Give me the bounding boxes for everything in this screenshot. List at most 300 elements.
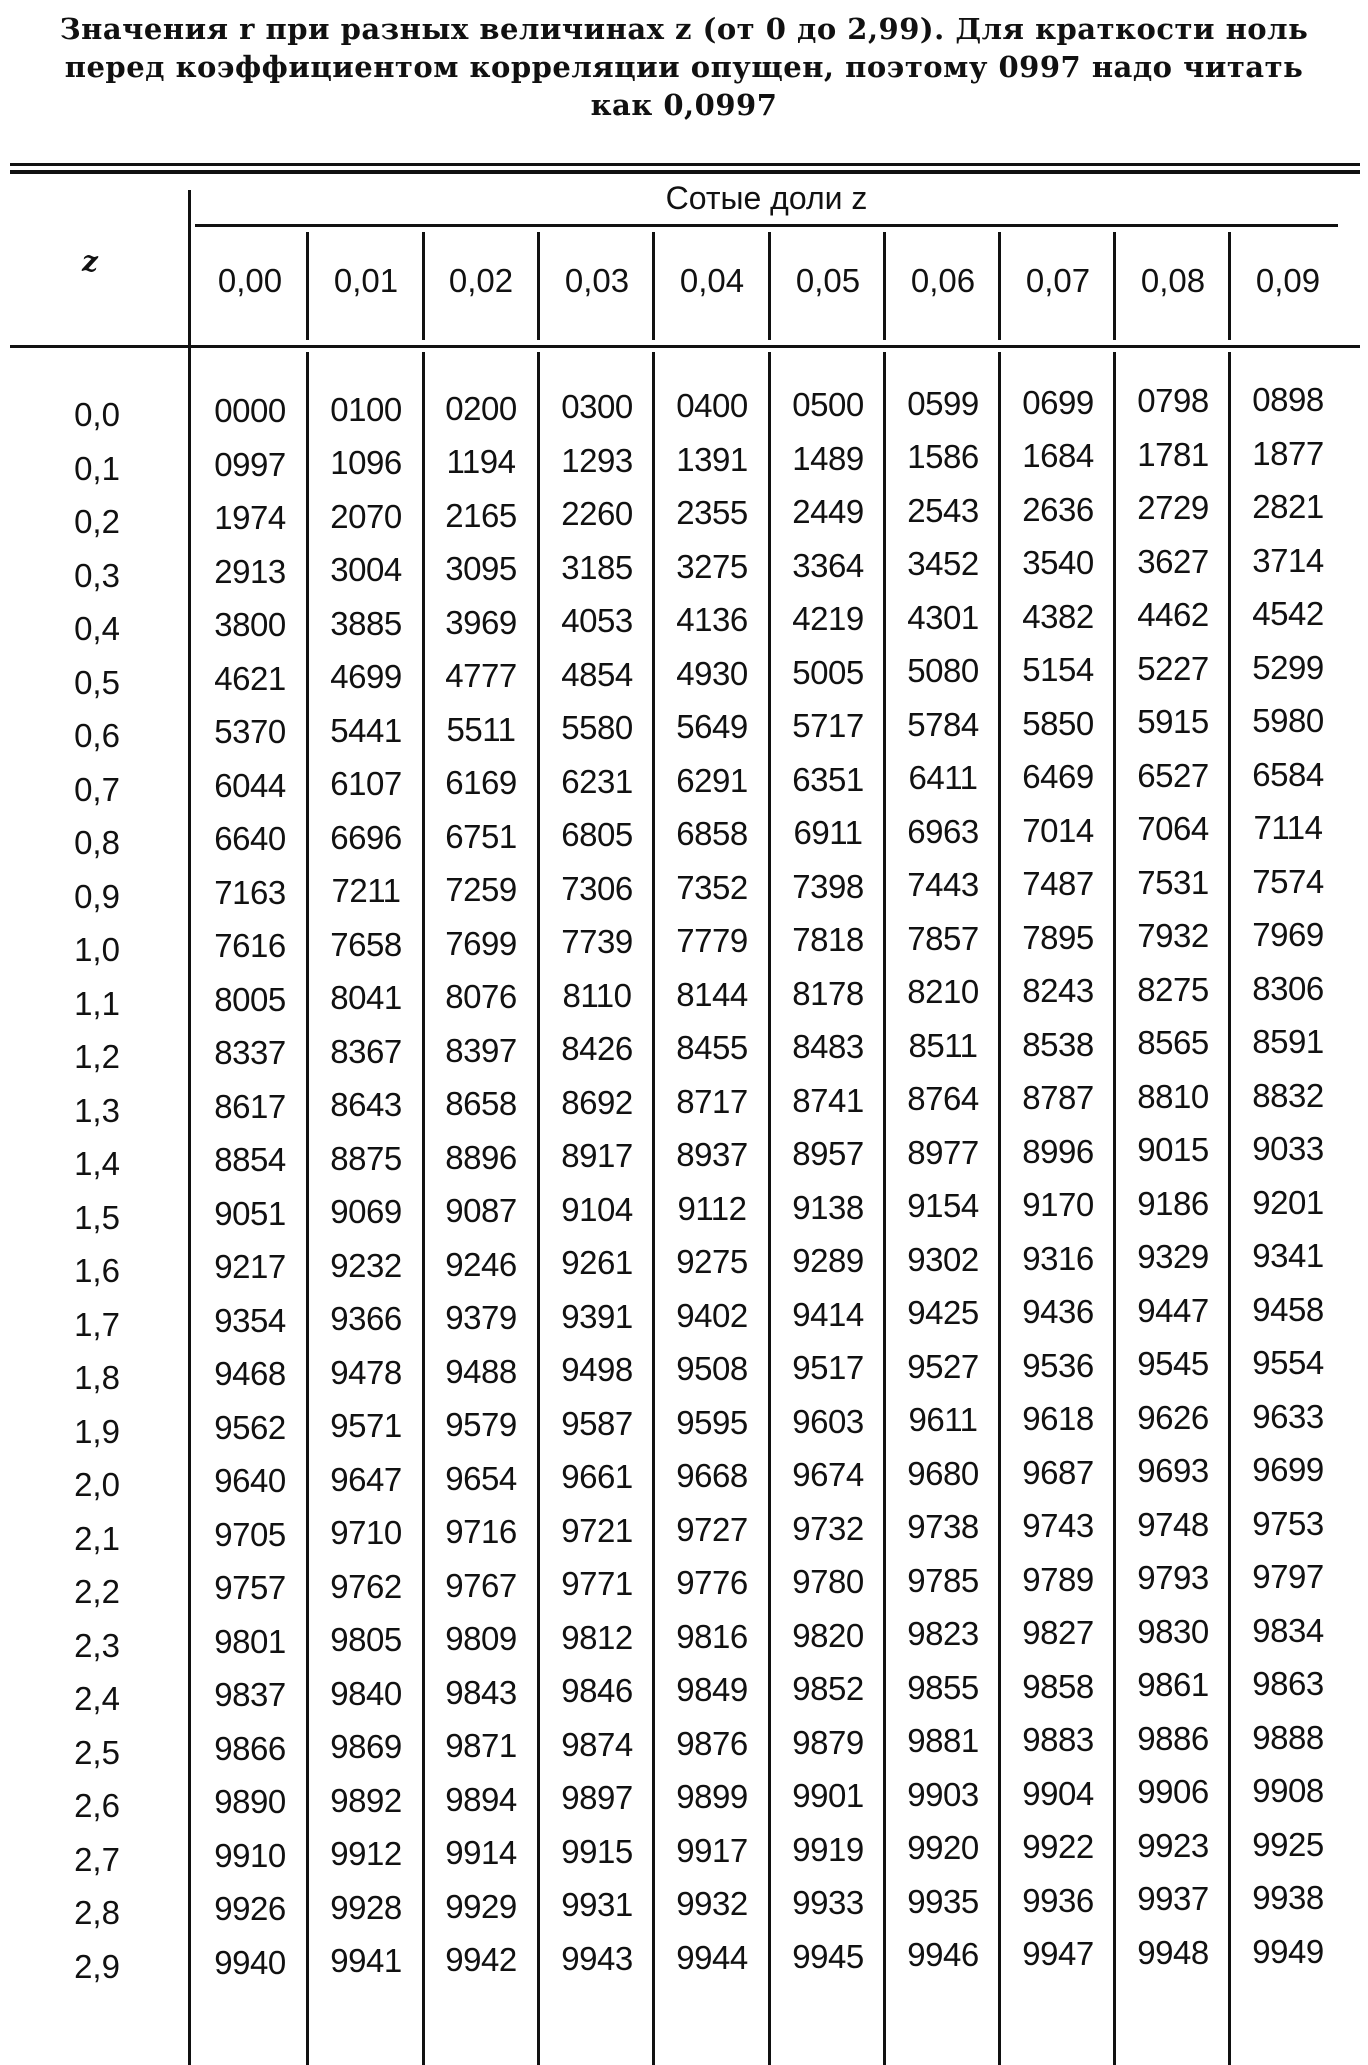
- table-cell: 9941: [330, 1942, 402, 1980]
- table-cell: 8875: [330, 1139, 402, 1177]
- table-cell: 9710: [330, 1514, 402, 1552]
- table-cell: 9933: [792, 1884, 864, 1921]
- table-cell: 7306: [561, 869, 633, 907]
- table-cell: 5441: [330, 711, 402, 749]
- table-cell: 9517: [792, 1349, 864, 1386]
- table-cell: 8658: [445, 1085, 517, 1123]
- table-cell: 1877: [1252, 434, 1324, 472]
- table-cell: 0300: [561, 388, 633, 426]
- table-cell: 4854: [561, 655, 633, 693]
- table-cell: 9316: [1022, 1239, 1094, 1277]
- table-cell: 6805: [561, 816, 633, 854]
- table-cell: 9866: [214, 1729, 286, 1767]
- table-cell: 8511: [908, 1026, 978, 1064]
- table-cell: 9595: [676, 1403, 748, 1441]
- table-cell: 9936: [1022, 1881, 1094, 1919]
- table-cell: 7932: [1137, 917, 1209, 955]
- table-cell: 7857: [907, 919, 979, 957]
- table-cell: 9436: [1022, 1293, 1094, 1331]
- row-z-value: 2,0: [74, 1466, 120, 1503]
- table-cell: 9232: [330, 1246, 402, 1284]
- table-cell: 0000: [214, 392, 286, 429]
- table-cell: 5154: [1022, 651, 1094, 689]
- table-cell: 4462: [1137, 596, 1209, 634]
- column-divider-body: [652, 352, 655, 2065]
- table-cell: 9554: [1252, 1344, 1324, 1382]
- table-cell: 8367: [330, 1032, 402, 1070]
- table-cell: 6584: [1252, 755, 1324, 793]
- table-cell: 7211: [331, 872, 401, 910]
- table-cell: 9138: [792, 1188, 864, 1226]
- column-divider-body: [422, 352, 425, 2065]
- table-cell: 9536: [1022, 1346, 1094, 1384]
- table-cell: 3004: [330, 551, 402, 589]
- table-cell: 9154: [907, 1187, 979, 1225]
- table-cell: 7895: [1022, 918, 1094, 956]
- stub-divider: [188, 190, 191, 2065]
- table-cell: 9874: [561, 1725, 633, 1763]
- column-divider-body: [306, 352, 309, 2065]
- table-cell: 9721: [561, 1511, 633, 1549]
- row-z-value: 2,6: [74, 1787, 120, 1824]
- table-cell: 6963: [907, 812, 979, 850]
- table-cell: 9801: [214, 1622, 286, 1660]
- row-z-value: 0,0: [74, 396, 120, 433]
- table-cell: 8832: [1252, 1076, 1324, 1114]
- table-cell: 9879: [792, 1723, 864, 1761]
- table-cell: 9816: [676, 1617, 748, 1655]
- table-cell: 9771: [561, 1565, 633, 1603]
- table-cell: 5511: [446, 710, 516, 748]
- row-z-value: 0,7: [74, 770, 120, 808]
- table-cell: 8787: [1022, 1079, 1094, 1117]
- table-cell: 9693: [1137, 1452, 1209, 1490]
- table-cell: 9805: [330, 1621, 402, 1659]
- table-cell: 9261: [561, 1244, 633, 1282]
- table-cell: 9015: [1137, 1131, 1209, 1169]
- column-divider-header: [768, 232, 771, 340]
- table-cell: 6751: [445, 817, 517, 855]
- table-cell: 9944: [676, 1938, 748, 1976]
- row-z-value: 1,9: [74, 1412, 120, 1450]
- table-cell: 2913: [214, 552, 286, 590]
- table-cell: 9942: [445, 1941, 517, 1979]
- table-cell: 9647: [330, 1460, 402, 1498]
- table-cell: 9940: [214, 1943, 286, 1981]
- table-cell: 9920: [907, 1829, 979, 1867]
- table-cell: 9776: [676, 1564, 748, 1602]
- table-cell: 9611: [908, 1401, 978, 1439]
- row-z-value: 0,2: [74, 503, 120, 540]
- caption-line-2: перед коэффициентом корреляции опущен, поэтому 0997 надо читать: [64, 50, 1304, 84]
- table-cell: 9923: [1137, 1826, 1209, 1864]
- table-cell: 9087: [445, 1192, 517, 1230]
- table-cell: 7443: [907, 866, 979, 904]
- z-column-header: z: [82, 245, 98, 278]
- table-cell: 2355: [676, 494, 748, 532]
- table-cell: 9897: [561, 1779, 633, 1817]
- column-divider-body: [883, 352, 886, 2065]
- row-z-value: 2,8: [74, 1894, 120, 1931]
- table-cell: 9699: [1252, 1451, 1324, 1489]
- column-header: 0,07: [1025, 262, 1091, 299]
- table-cell: 2165: [445, 496, 517, 534]
- row-z-value: 2,2: [74, 1573, 120, 1610]
- table-cell: 6231: [561, 762, 633, 800]
- column-header: 0,05: [795, 262, 861, 299]
- table-cell: 9886: [1137, 1719, 1209, 1757]
- table-cell: 3095: [445, 550, 517, 588]
- table-cell: 8917: [561, 1137, 633, 1175]
- table-cell: 9894: [445, 1780, 517, 1818]
- table-cell: 9545: [1137, 1345, 1209, 1383]
- table-cell: 8810: [1137, 1077, 1209, 1115]
- column-divider-body: [1228, 352, 1231, 2065]
- table-cell: 6291: [676, 761, 748, 799]
- table-cell: 9843: [445, 1673, 517, 1711]
- table-cell: 9104: [561, 1190, 633, 1228]
- table-cell: 9458: [1252, 1290, 1324, 1328]
- table-cell: 5080: [907, 652, 979, 690]
- table-cell: 4382: [1022, 597, 1094, 635]
- table-cell: 9932: [676, 1885, 748, 1923]
- table-cell: 6640: [214, 820, 286, 857]
- table-cell: 0200: [445, 389, 517, 427]
- table-cell: 9935: [907, 1882, 979, 1920]
- table-cell: 9849: [676, 1671, 748, 1709]
- table-cell: 8854: [214, 1141, 286, 1178]
- table-cell: 9820: [792, 1616, 864, 1654]
- table-cell: 9883: [1022, 1721, 1094, 1759]
- table-cell: 8538: [1022, 1025, 1094, 1063]
- table-cell: 6044: [214, 766, 286, 804]
- table-cell: 9618: [1022, 1400, 1094, 1438]
- table-cell: 7616: [214, 927, 286, 964]
- table-cell: 9943: [561, 1939, 633, 1977]
- table-cell: 9727: [676, 1510, 748, 1548]
- table-cell: 8076: [445, 978, 517, 1016]
- table-cell: 8455: [676, 1029, 748, 1067]
- table-cell: 9906: [1137, 1773, 1209, 1811]
- table-cell: 9946: [907, 1936, 979, 1974]
- column-header: 0,06: [910, 262, 976, 299]
- table-cell: 9762: [330, 1567, 402, 1605]
- table-cell: 1974: [214, 499, 286, 536]
- table-cell: 9674: [792, 1456, 864, 1493]
- table-cell: 8937: [676, 1136, 748, 1174]
- table-cell: 5980: [1252, 702, 1324, 740]
- table-cell: 9823: [907, 1615, 979, 1653]
- table-cell: 9391: [561, 1297, 633, 1335]
- row-z-value: 0,9: [74, 877, 120, 915]
- table-cell: 8426: [561, 1030, 633, 1068]
- column-divider-header: [306, 232, 309, 340]
- table-cell: 4777: [445, 657, 517, 695]
- table-cell: 9840: [330, 1674, 402, 1712]
- table-cell: 9871: [445, 1727, 517, 1765]
- table-cell: 9354: [214, 1301, 286, 1339]
- table-cell: 6169: [445, 764, 517, 802]
- table-cell: 9904: [1022, 1774, 1094, 1812]
- column-header: 0,09: [1255, 262, 1321, 299]
- row-z-value: 1,4: [74, 1145, 120, 1182]
- column-divider-body: [998, 352, 1001, 2065]
- table-cell: 9797: [1252, 1558, 1324, 1596]
- table-cell: 4699: [330, 658, 402, 696]
- table-cell: 1684: [1022, 437, 1094, 475]
- table-cell: 9910: [214, 1836, 286, 1874]
- row-z-value: 1,1: [74, 984, 120, 1022]
- table-cell: 8957: [792, 1135, 864, 1172]
- table-cell: 8144: [676, 975, 748, 1013]
- table-cell: 6696: [330, 818, 402, 856]
- table-cell: 9246: [445, 1245, 517, 1283]
- table-cell: 7969: [1252, 916, 1324, 954]
- table-cell: 9302: [907, 1240, 979, 1278]
- table-cell: 9705: [214, 1515, 286, 1553]
- column-divider-header: [1228, 232, 1231, 340]
- table-cell: 2449: [792, 493, 864, 530]
- table-cell: 8977: [907, 1133, 979, 1171]
- table-cell: 8483: [792, 1028, 864, 1065]
- table-cell: 9861: [1137, 1666, 1209, 1704]
- table-cell: 7114: [1253, 809, 1323, 847]
- table-cell: 3800: [214, 606, 286, 643]
- row-z-value: 2,3: [74, 1626, 120, 1664]
- table-cell: 9571: [330, 1407, 402, 1445]
- table-cell: 9922: [1022, 1828, 1094, 1866]
- table-cell: 5717: [792, 707, 864, 744]
- table-cell: 1586: [907, 438, 979, 476]
- table-cell: 9830: [1137, 1612, 1209, 1650]
- table-cell: 9488: [445, 1352, 517, 1390]
- table-cell: 7531: [1137, 863, 1209, 901]
- row-z-value: 0,4: [74, 610, 120, 647]
- table-cell: 9201: [1252, 1183, 1324, 1221]
- table-cell: 8275: [1137, 970, 1209, 1008]
- table-cell: 9931: [561, 1886, 633, 1924]
- row-z-value: 2,5: [74, 1733, 120, 1771]
- table-cell: 9785: [907, 1561, 979, 1599]
- row-z-value: 0,5: [74, 663, 120, 701]
- table-cell: 9753: [1252, 1504, 1324, 1542]
- table-cell: 9748: [1137, 1505, 1209, 1543]
- table-cell: 9170: [1022, 1186, 1094, 1224]
- table-cell: 8041: [330, 979, 402, 1017]
- table-cell: 0400: [676, 387, 748, 425]
- table-cell: 9876: [676, 1724, 748, 1762]
- table-cell: 3275: [676, 547, 748, 585]
- table-cell: 9668: [676, 1457, 748, 1495]
- table-cell: 9945: [792, 1937, 864, 1975]
- table-cell: 9827: [1022, 1614, 1094, 1652]
- row-z-value: 1,5: [74, 1198, 120, 1236]
- row-z-value: 0,1: [74, 449, 120, 487]
- table-cell: 4542: [1252, 595, 1324, 633]
- table-cell: 9217: [214, 1248, 286, 1285]
- column-divider-header: [652, 232, 655, 340]
- table-cell: 5005: [792, 653, 864, 691]
- table-cell: 1391: [676, 440, 748, 478]
- table-cell: 7818: [792, 921, 864, 958]
- table-cell: 9379: [445, 1299, 517, 1337]
- top-double-rule-2: [10, 170, 1360, 174]
- table-cell: 9757: [214, 1569, 286, 1606]
- table-cell: 9640: [214, 1462, 286, 1499]
- table-cell: 7699: [445, 924, 517, 962]
- table-cell: 9341: [1252, 1237, 1324, 1275]
- row-z-value: 0,3: [74, 556, 120, 594]
- table-cell: 9908: [1252, 1772, 1324, 1810]
- table-cell: 7014: [1022, 811, 1094, 849]
- column-header: 0,03: [564, 262, 630, 299]
- table-cell: 9928: [330, 1888, 402, 1926]
- column-divider-body: [768, 352, 771, 2065]
- column-divider-header: [998, 232, 1001, 340]
- table-cell: 6911: [793, 814, 863, 851]
- column-divider-header: [883, 232, 886, 340]
- table-cell: 9855: [907, 1668, 979, 1706]
- table-cell: 9033: [1252, 1130, 1324, 1168]
- table-cell: 8243: [1022, 972, 1094, 1010]
- caption-line-3: как 0,0997: [590, 88, 778, 122]
- table-cell: 8178: [792, 974, 864, 1012]
- caption-line-1: Значения r при разных величинах z (от 0 до 2,99). Для краткости ноль: [59, 12, 1309, 46]
- table-cell: 2260: [561, 495, 633, 533]
- table-cell: 4136: [676, 601, 748, 639]
- table-cell: 8764: [907, 1080, 979, 1118]
- row-z-value: 2,7: [74, 1840, 120, 1878]
- table-cell: 9869: [330, 1728, 402, 1766]
- table-cell: 6411: [908, 759, 978, 797]
- table-cell: 4053: [561, 602, 633, 640]
- row-z-value: 1,7: [74, 1305, 120, 1343]
- table-cell: 9892: [330, 1781, 402, 1819]
- table-cell: 7259: [445, 871, 517, 909]
- table-cell: 7163: [214, 873, 286, 911]
- row-z-value: 1,8: [74, 1359, 120, 1396]
- table-cell: 9926: [214, 1890, 286, 1927]
- table-cell: 6527: [1137, 756, 1209, 794]
- table-cell: 9863: [1252, 1665, 1324, 1703]
- table-cell: 1096: [330, 444, 402, 482]
- table-cell: 9661: [561, 1458, 633, 1496]
- table-cell: 5370: [214, 713, 286, 750]
- row-z-value: 1,3: [74, 1091, 120, 1129]
- table-cell: 1293: [561, 441, 633, 479]
- table-cell: 3885: [330, 604, 402, 642]
- table-cell: 0997: [214, 445, 286, 483]
- table-cell: 8741: [792, 1081, 864, 1119]
- table-cell: 7064: [1137, 810, 1209, 848]
- row-z-value: 1,2: [74, 1038, 120, 1075]
- table-cell: 9508: [676, 1350, 748, 1388]
- table-cell: 9793: [1137, 1559, 1209, 1597]
- column-divider-body: [1113, 352, 1116, 2065]
- table-cell: 9579: [445, 1406, 517, 1444]
- table-cell: 8692: [561, 1083, 633, 1121]
- table-cell: 0798: [1137, 382, 1209, 420]
- table-cell: 8717: [676, 1082, 748, 1120]
- table-cell: 8005: [214, 980, 286, 1018]
- table-cell: 9915: [561, 1832, 633, 1870]
- table-cell: 6858: [676, 815, 748, 853]
- table-cell: 9888: [1252, 1718, 1324, 1756]
- table-cell: 9447: [1137, 1291, 1209, 1329]
- table-cell: 8896: [445, 1138, 517, 1176]
- table-cell: 9498: [561, 1351, 633, 1389]
- table-cell: 6351: [792, 760, 864, 798]
- column-divider-body: [537, 352, 540, 2065]
- header-bottom-rule: [10, 345, 1360, 348]
- table-cell: 9789: [1022, 1560, 1094, 1598]
- table-cell: 8110: [562, 976, 632, 1014]
- table-cell: 9881: [907, 1722, 979, 1760]
- table-cell: 5850: [1022, 704, 1094, 742]
- table-cell: 9603: [792, 1402, 864, 1440]
- row-z-value: 2,1: [74, 1519, 120, 1557]
- table-cell: 3364: [792, 546, 864, 584]
- table-cell: 9587: [561, 1404, 633, 1442]
- table-cell: 8643: [330, 1086, 402, 1124]
- table-cell: 9949: [1252, 1932, 1324, 1970]
- table-cell: 4621: [214, 659, 286, 697]
- table-cell: 9738: [907, 1508, 979, 1546]
- column-header: 0,01: [333, 262, 399, 299]
- table-cell: 9812: [561, 1618, 633, 1656]
- table-caption: [30, 10, 1338, 124]
- table-cell: 3714: [1252, 541, 1324, 579]
- table-cell: 6107: [330, 765, 402, 803]
- table-cell: 9680: [907, 1454, 979, 1492]
- table-cell: 9478: [330, 1353, 402, 1391]
- table-cell: 3969: [445, 603, 517, 641]
- table-cell: 7658: [330, 925, 402, 963]
- table-cell: 9402: [676, 1296, 748, 1334]
- table-cell: 7398: [792, 867, 864, 905]
- table-cell: 9925: [1252, 1825, 1324, 1863]
- table-cell: 9917: [676, 1831, 748, 1869]
- table-cell: 9366: [330, 1300, 402, 1338]
- table-cell: 9919: [792, 1830, 864, 1868]
- table-cell: 9834: [1252, 1611, 1324, 1649]
- table-cell: 8591: [1252, 1023, 1324, 1061]
- table-cell: 8996: [1022, 1132, 1094, 1170]
- column-divider-header: [422, 232, 425, 340]
- table-cell: 6469: [1022, 758, 1094, 796]
- table-cell: 9425: [907, 1294, 979, 1332]
- table-cell: 9186: [1137, 1184, 1209, 1222]
- table-cell: 9890: [214, 1783, 286, 1820]
- table-cell: 0898: [1252, 381, 1324, 419]
- table-cell: 9654: [445, 1459, 517, 1497]
- table-cell: 9329: [1137, 1238, 1209, 1276]
- table-cell: 9809: [445, 1620, 517, 1658]
- table-cell: 3185: [561, 548, 633, 586]
- table-cell: 8337: [214, 1034, 286, 1071]
- table-cell: 4301: [907, 598, 979, 636]
- table-cell: 5915: [1137, 703, 1209, 741]
- table-cell: 9912: [330, 1835, 402, 1873]
- column-header: 0,02: [448, 262, 514, 299]
- table-cell: 9732: [792, 1509, 864, 1547]
- table-cell: 9937: [1137, 1880, 1209, 1918]
- table-cell: 8617: [214, 1087, 286, 1125]
- table-cell: 9743: [1022, 1507, 1094, 1545]
- row-z-value: 2,4: [74, 1680, 120, 1717]
- column-divider-header: [537, 232, 540, 340]
- group-header-underline: [195, 224, 1338, 227]
